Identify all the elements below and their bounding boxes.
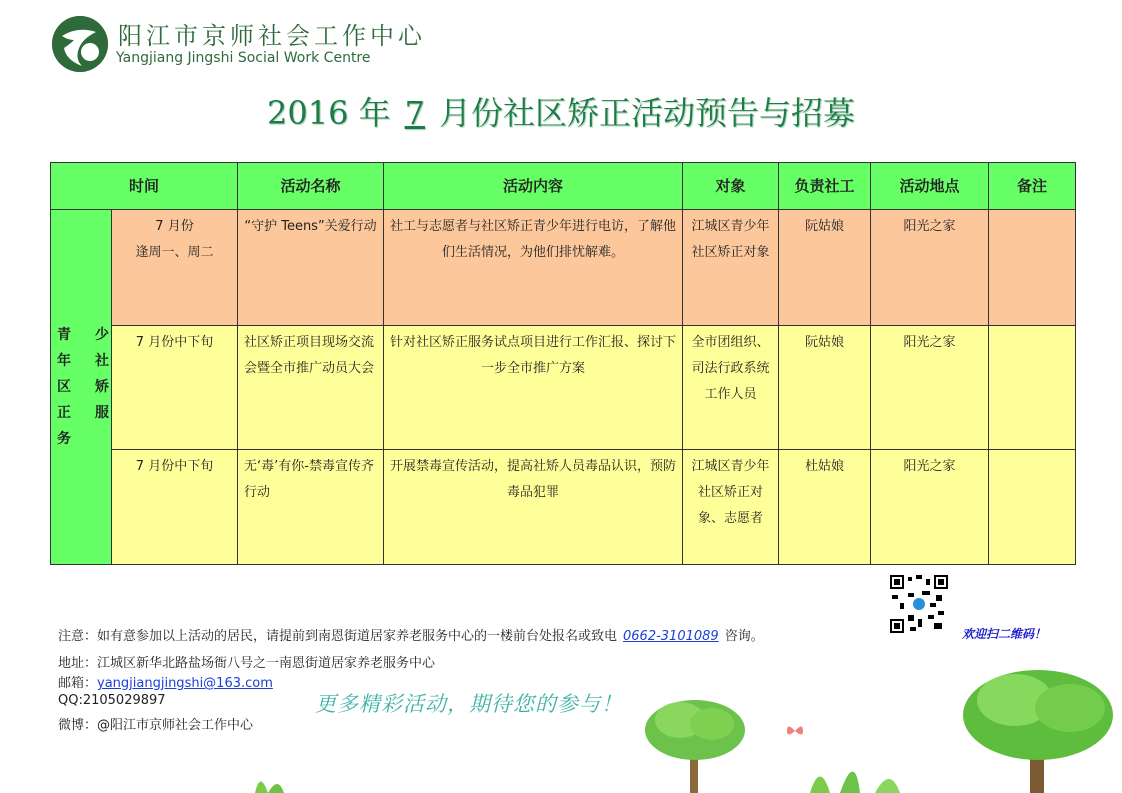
title-prefix: 2016 年 (267, 94, 391, 132)
address: 地址：江城区新华北路盐场衙八号之一南恩街道居家养老服务中心 (58, 656, 436, 671)
org-name-cn: 阳江市京师社会工作中心 (118, 22, 426, 50)
row-time: 7 月份中下旬 (112, 326, 238, 450)
tree-illustration-icon (640, 690, 750, 793)
row-remark (989, 210, 1076, 326)
row-social-worker: 阮姑娘 (779, 210, 871, 326)
row-social-worker: 阮姑娘 (779, 326, 871, 450)
header-location: 活动地点 (871, 163, 989, 210)
row-activity-name: “守护 Teens”关爱行动 (238, 210, 384, 326)
signup-note: 注意：如有意参加以上活动的居民，请提前到南恩街道居家养老服务中心的一楼前台处报名或致电 0662-3101089 咨询。 (58, 629, 764, 644)
sprout-illustration-icon (250, 765, 290, 793)
scan-qr-prompt: 欢迎扫二维码！ (962, 627, 1047, 641)
qr-code-icon[interactable] (890, 575, 948, 633)
header-remark: 备注 (989, 163, 1076, 210)
header-activity-name: 活动名称 (238, 163, 384, 210)
email-line: 邮箱：yangjiangjingshi@163.com (58, 676, 273, 691)
title-suffix: 月份社区矫正活动预告与招募 (438, 94, 855, 132)
row-time: 7 月份中下旬 (112, 450, 238, 565)
activity-table (50, 162, 1076, 565)
table-row (51, 450, 1076, 565)
row-time: 7 月份 逢周一、周二 (112, 210, 238, 326)
row-remark (989, 450, 1076, 565)
page-title (0, 88, 1122, 134)
org-name-en: Yangjiang Jingshi Social Work Centre (116, 50, 371, 66)
row-activity-name: 社区矫正项目现场交流会暨全市推广动员大会 (238, 326, 384, 450)
header-activity-content: 活动内容 (384, 163, 683, 210)
phone-link[interactable]: 0662-3101089 (623, 629, 719, 644)
row-target: 江城区青少年社区矫正对象 (683, 210, 779, 326)
qq-number: QQ:2105029897 (58, 693, 166, 708)
row-location: 阳光之家 (871, 326, 989, 450)
row-target: 江城区青少年社区矫正对象、志愿者 (683, 450, 779, 565)
row-location: 阳光之家 (871, 210, 989, 326)
row-activity-content: 开展禁毒宣传活动，提高社矫人员毒品认识，预防毒品犯罪 (384, 450, 683, 565)
table-row (51, 210, 1076, 326)
row-remark (989, 326, 1076, 450)
title-month: 7 (404, 94, 425, 132)
row-social-worker: 杜姑娘 (779, 450, 871, 565)
header-social-worker: 负责社工 (779, 163, 871, 210)
row-activity-content: 针对社区矫正服务试点项目进行工作汇报、探讨下一步全市推广方案 (384, 326, 683, 450)
header-target: 对象 (683, 163, 779, 210)
slogan: 更多精彩活动，期待您的参与！ (315, 692, 623, 716)
large-tree-illustration-icon (960, 660, 1122, 793)
row-location: 阳光之家 (871, 450, 989, 565)
row-target: 全市团组织、司法行政系统工作人员 (683, 326, 779, 450)
row-activity-content: 社工与志愿者与社区矫正青少年进行电访，了解他们生活情况，为他们排忧解难。 (384, 210, 683, 326)
org-logo (52, 16, 108, 72)
category-cell: 青 少 年 社 区 矫 正 服 务 (51, 210, 112, 565)
header-time: 时间 (51, 163, 238, 210)
email-link[interactable]: yangjiangjingshi@163.com (97, 676, 273, 691)
table-header-row (51, 163, 1076, 210)
butterfly-icon (785, 722, 805, 740)
grass-illustration-icon (800, 740, 920, 793)
weibo-account: 微博：@阳江市京师社会工作中心 (58, 718, 254, 733)
row-activity-name: 无‘毒’有你-禁毒宣传齐行动 (238, 450, 384, 565)
table-row (51, 326, 1076, 450)
